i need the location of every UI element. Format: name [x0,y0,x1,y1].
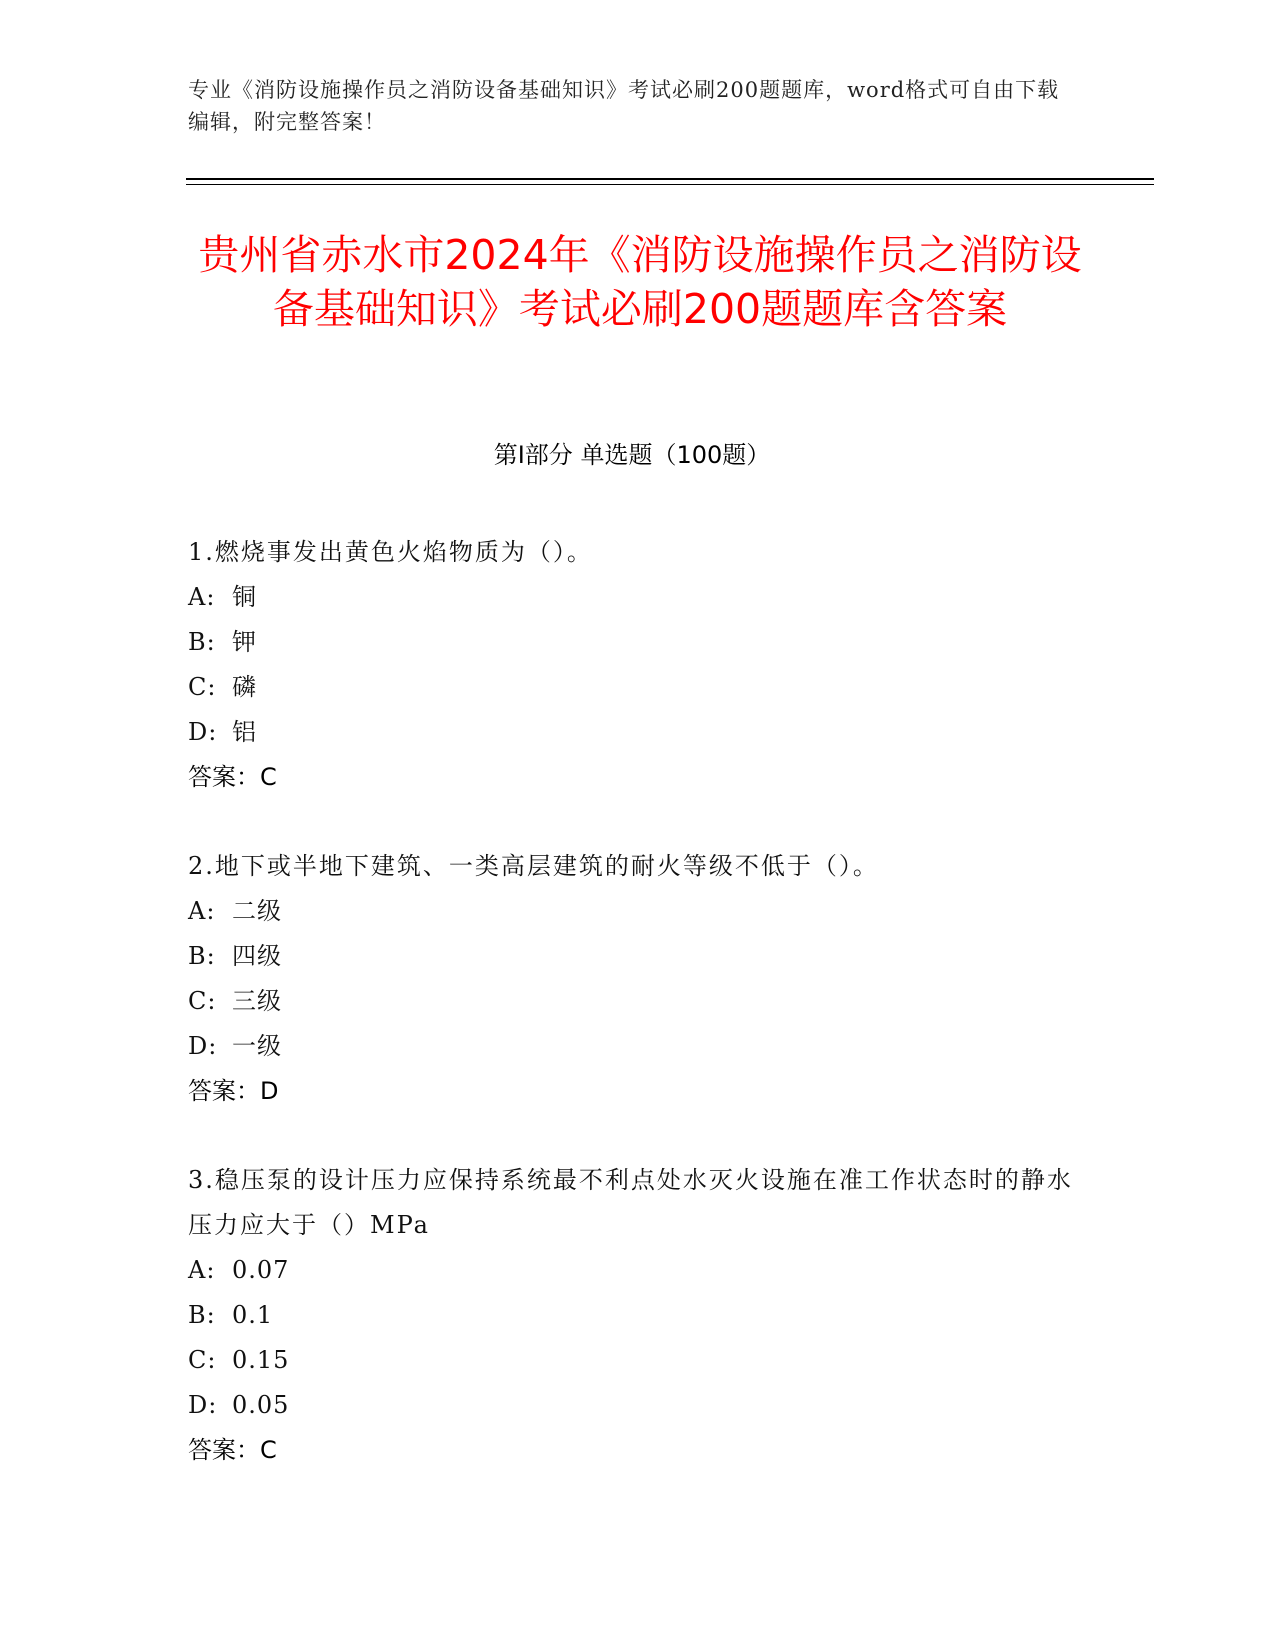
option-text: 0.05 [232,1391,290,1419]
question-option [188,934,1088,979]
option-text: 三级 [232,987,282,1015]
option-text: 钾 [232,628,257,656]
option-text: 0.15 [232,1346,290,1374]
option-text: 四级 [232,942,282,970]
option-text: 铜 [232,583,257,611]
question-stem: 1.燃烧事发出黄色火焰物质为（）。 [188,538,593,566]
question-option [188,1248,1088,1293]
option-text: 0.1 [232,1301,274,1329]
header-divider-thick [186,178,1154,180]
question-option [188,620,1088,665]
question-item [188,530,1088,800]
document-title: 贵州省赤水市2024年《消防设施操作员之消防设备基础知识》考试必刷200题题库含答案 [198,231,1082,333]
option-text: 铝 [232,718,257,746]
question-option [188,1024,1088,1069]
option-key: C: [188,987,217,1015]
question-option [188,1293,1088,1338]
question-option [188,575,1088,620]
question-option [188,665,1088,710]
option-key: C: [188,673,217,701]
option-key: D: [188,1032,218,1060]
section-title: 第I部分 单选题（100题） [493,441,771,469]
option-text: 0.07 [232,1256,290,1284]
question-list [188,530,1088,1517]
question-item [188,844,1088,1114]
option-key: B: [188,942,216,970]
question-option [188,1338,1088,1383]
question-option [188,889,1088,934]
question-answer: 答案：D [188,1077,279,1105]
option-text: 一级 [232,1032,282,1060]
question-item [188,1158,1088,1473]
option-key: C: [188,1346,217,1374]
question-answer: 答案：C [188,763,277,791]
option-key: B: [188,628,216,656]
option-text: 磷 [232,673,257,701]
question-stem: 2.地下或半地下建筑、一类高层建筑的耐火等级不低于（）。 [188,852,879,880]
option-key: D: [188,1391,218,1419]
option-key: A: [188,1256,216,1284]
question-option [188,710,1088,755]
header-divider-thin [186,184,1154,185]
question-option [188,979,1088,1024]
question-stem: 3.稳压泵的设计压力应保持系统最不利点处水灭火设施在准工作状态时的静水压力应大于（）MPa [188,1166,1073,1239]
option-key: A: [188,897,216,925]
option-text: 二级 [232,897,282,925]
option-key: D: [188,718,218,746]
question-option [188,1383,1088,1428]
option-key: B: [188,1301,216,1329]
question-answer: 答案：C [188,1436,277,1464]
option-key: A: [188,583,216,611]
header-note: 专业《消防设施操作员之消防设备基础知识》考试必刷200题题库，word格式可自由下载编辑，附完整答案！ [188,78,1060,134]
